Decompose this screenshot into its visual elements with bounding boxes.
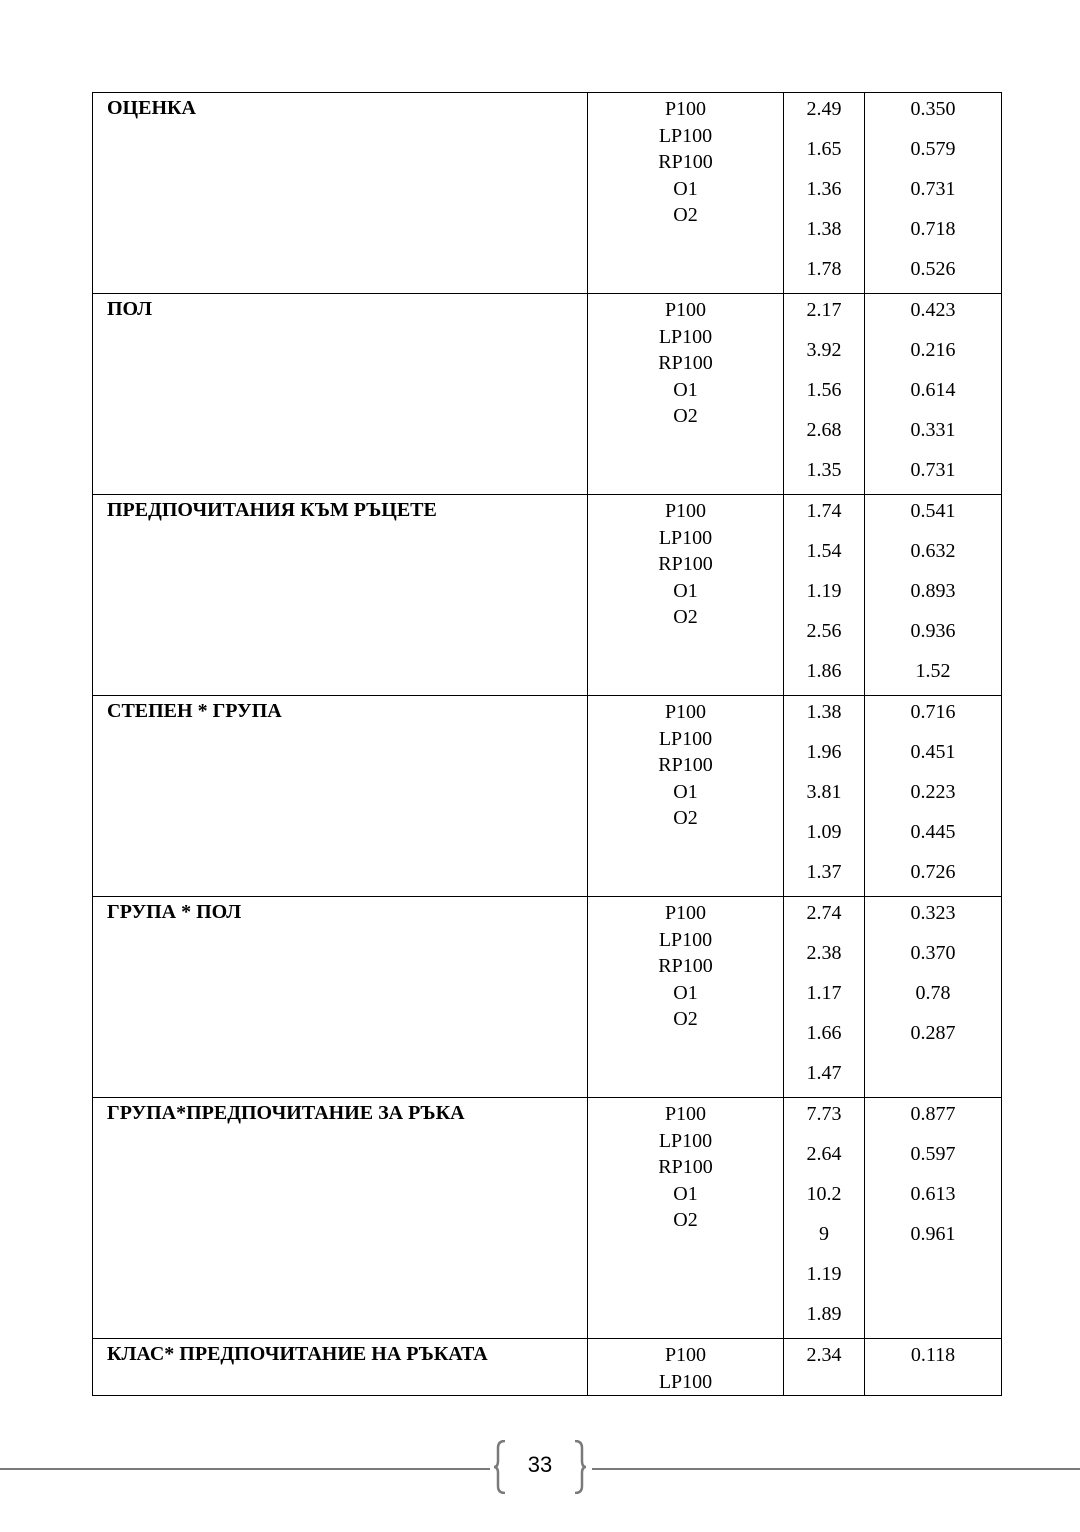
value-cell: 0.331 (910, 419, 956, 441)
code-item: RP100 (658, 754, 713, 776)
code-item: O1 (673, 378, 698, 401)
value-cell: 0.541 (910, 500, 956, 522)
code-item: O1 (673, 780, 698, 803)
value-column-1 (784, 897, 865, 1098)
row-label: ПОЛ (93, 294, 588, 495)
value-cell: 0.451 (910, 741, 956, 763)
value-cell: 1.35 (806, 459, 842, 481)
value-cell: 0.893 (910, 580, 956, 602)
value-cell: 0.632 (910, 540, 956, 562)
value-column-1 (784, 1098, 865, 1339)
code-item: O1 (673, 579, 698, 602)
code-item: O1 (673, 1182, 698, 1205)
value-cell: 1.19 (806, 580, 842, 602)
footer-rule-right (592, 1468, 1080, 1470)
value-column-2 (865, 696, 1002, 897)
code-item: P100 (664, 299, 707, 321)
value-cell: 0.223 (910, 781, 956, 803)
value-cell: 0.961 (910, 1223, 956, 1245)
code-item: LP100 (658, 727, 713, 750)
table-row (93, 696, 1002, 897)
value-cell: 1.52 (915, 660, 951, 682)
code-item: O1 (673, 177, 698, 200)
value-cell: 0.423 (910, 299, 956, 321)
code-item: P100 (664, 98, 707, 120)
statistics-table (92, 92, 1002, 1396)
code-list (588, 93, 784, 294)
value-cell: 1.96 (806, 741, 842, 763)
code-item: LP100 (658, 124, 713, 147)
value-cell: 7.73 (806, 1103, 842, 1125)
value-column-2 (865, 1339, 1002, 1396)
table-row (93, 93, 1002, 294)
value-cell: 3.92 (806, 339, 842, 361)
value-cell: 0.78 (915, 982, 951, 1004)
value-cell: 0.350 (910, 98, 956, 120)
row-label: СТЕПЕН * ГРУПА (93, 696, 588, 897)
value-cell: 1.86 (806, 660, 842, 682)
value-column-2 (865, 1098, 1002, 1339)
footer-rule-left (0, 1468, 490, 1470)
table-row (93, 495, 1002, 696)
value-column-1 (784, 1339, 865, 1396)
code-item: LP100 (658, 1129, 713, 1152)
code-item: O2 (673, 606, 698, 628)
value-column-2 (865, 93, 1002, 294)
value-cell: 0.370 (910, 942, 956, 964)
table-row (93, 897, 1002, 1098)
value-cell: 1.89 (806, 1303, 842, 1325)
row-label: ОЦЕНКА (93, 93, 588, 294)
code-item: P100 (664, 1103, 707, 1125)
value-cell: 2.17 (806, 299, 842, 321)
value-column-2 (865, 294, 1002, 495)
code-item: LP100 (658, 1370, 713, 1393)
value-cell: 2.38 (806, 942, 842, 964)
value-cell: 1.78 (806, 258, 842, 280)
value-cell: 1.74 (806, 500, 842, 522)
value-cell: 2.74 (806, 902, 842, 924)
value-cell: 0.118 (910, 1344, 956, 1366)
left-brace-icon (493, 1440, 507, 1494)
page-footer (0, 1440, 1080, 1500)
code-item: P100 (664, 500, 707, 522)
row-label: ГРУПА*ПРЕДПОЧИТАНИЕ ЗА РЪКА (93, 1098, 588, 1339)
code-item: P100 (664, 902, 707, 924)
value-column-1 (784, 294, 865, 495)
value-column-2 (865, 495, 1002, 696)
value-column-1 (784, 696, 865, 897)
value-cell: 0.936 (910, 620, 956, 642)
code-list (588, 1339, 784, 1396)
code-item: RP100 (658, 955, 713, 977)
table-row (93, 294, 1002, 495)
value-cell: 2.64 (806, 1143, 842, 1165)
value-cell: 0.287 (910, 1022, 956, 1044)
value-column-1 (784, 495, 865, 696)
value-cell (865, 1298, 1001, 1338)
value-cell: 0.579 (910, 138, 956, 160)
page-number: 33 (527, 1452, 553, 1477)
value-cell: 10.2 (806, 1183, 842, 1205)
code-item: LP100 (658, 928, 713, 951)
code-list (588, 897, 784, 1098)
code-item: RP100 (658, 352, 713, 374)
row-label: ГРУПА * ПОЛ (93, 897, 588, 1098)
value-cell: 0.877 (910, 1103, 956, 1125)
code-list (588, 1098, 784, 1339)
table-row (93, 1098, 1002, 1339)
code-item: RP100 (658, 151, 713, 173)
code-list (588, 696, 784, 897)
value-cell: 0.731 (910, 178, 956, 200)
code-item: O2 (673, 1209, 698, 1231)
right-brace-icon (573, 1440, 587, 1494)
value-cell: 2.49 (806, 98, 842, 120)
value-cell: 1.17 (806, 982, 842, 1004)
code-list (588, 294, 784, 495)
value-cell: 1.56 (806, 379, 842, 401)
value-cell: 0.613 (910, 1183, 956, 1205)
value-cell: 2.68 (806, 419, 842, 441)
value-cell: 0.526 (910, 258, 956, 280)
value-cell: 3.81 (806, 781, 842, 803)
code-item: O2 (673, 204, 698, 226)
value-cell: 0.718 (910, 218, 956, 240)
value-column-1 (784, 93, 865, 294)
value-cell: 1.19 (806, 1263, 842, 1285)
value-cell: 0.597 (910, 1143, 956, 1165)
value-cell: 1.36 (806, 178, 842, 200)
value-cell: 1.38 (806, 218, 842, 240)
value-cell: 1.09 (806, 821, 842, 843)
value-cell: 1.37 (806, 861, 842, 883)
code-item: O2 (673, 807, 698, 829)
code-item: RP100 (658, 553, 713, 575)
value-cell: 0.731 (910, 459, 956, 481)
code-item: O1 (673, 981, 698, 1004)
code-item: P100 (664, 701, 707, 723)
value-column-2 (865, 897, 1002, 1098)
code-item: LP100 (658, 526, 713, 549)
value-cell: 0.323 (910, 902, 956, 924)
value-cell (865, 1057, 1001, 1097)
table-row (93, 1339, 1002, 1396)
value-cell: 1.54 (806, 540, 842, 562)
row-label: КЛАС* ПРЕДПОЧИТАНИЕ НА РЪКАТА (93, 1339, 588, 1396)
value-cell: 0.716 (910, 701, 956, 723)
table-body (93, 93, 1002, 1396)
value-cell: 0.445 (910, 821, 956, 843)
code-list (588, 495, 784, 696)
value-cell: 0.216 (910, 339, 956, 361)
code-item: O2 (673, 1008, 698, 1030)
value-cell: 1.47 (806, 1062, 842, 1084)
value-cell (865, 1258, 1001, 1298)
value-cell: 1.38 (806, 701, 842, 723)
value-cell: 9 (819, 1223, 829, 1245)
row-label: ПРЕДПОЧИТАНИЯ КЪМ РЪЦЕТЕ (93, 495, 588, 696)
code-item: LP100 (658, 325, 713, 348)
value-cell: 0.614 (910, 379, 956, 401)
code-item: RP100 (658, 1156, 713, 1178)
code-item: P100 (664, 1344, 707, 1366)
value-cell: 1.66 (806, 1022, 842, 1044)
code-item: O2 (673, 405, 698, 427)
value-cell: 1.65 (806, 138, 842, 160)
value-cell: 0.726 (910, 861, 956, 883)
value-cell: 2.34 (806, 1344, 842, 1366)
value-cell: 2.56 (806, 620, 842, 642)
